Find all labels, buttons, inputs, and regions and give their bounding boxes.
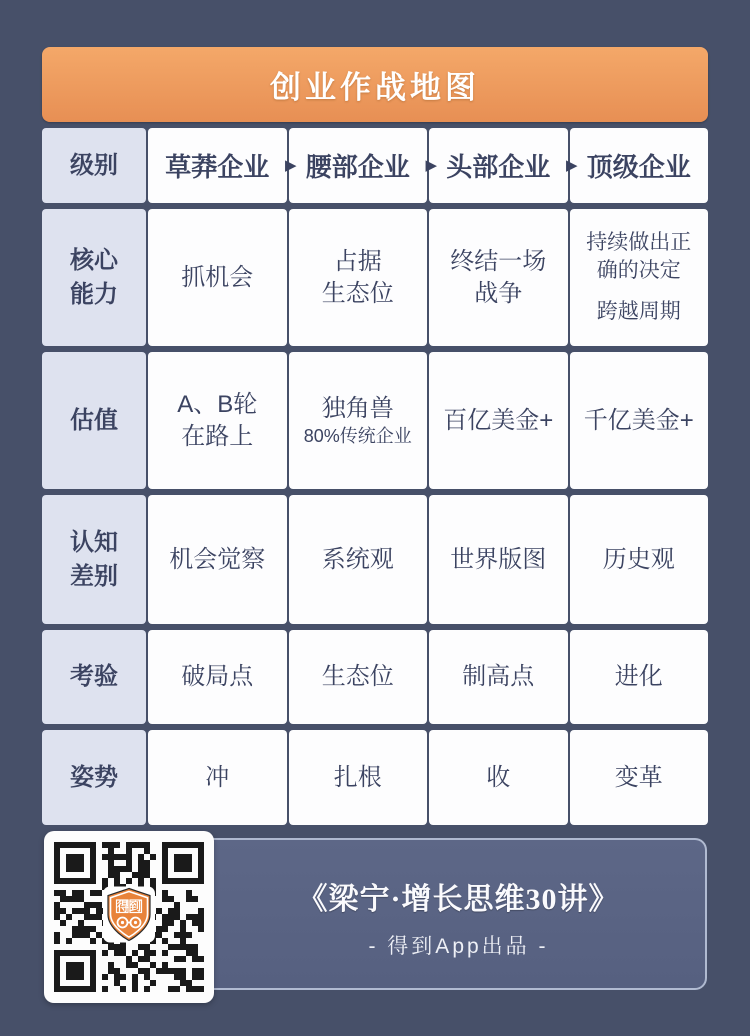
battle-map-card [42, 47, 708, 825]
row-label-1: 估值 [42, 352, 146, 489]
cell-line: 80%传统企业 [303, 425, 412, 446]
cell-line: 千亿美金+ [583, 406, 694, 434]
header-col-label: 头部企业 [446, 152, 551, 182]
cell-line: 持续做出正确的决定 [586, 230, 692, 283]
cell-line: 抓机会 [181, 263, 254, 291]
producer-credit: - 得到App出品 - [368, 935, 549, 958]
title-banner [42, 47, 708, 122]
cell-r0-c0 [148, 209, 287, 346]
cell-r2-c0 [148, 495, 287, 624]
page-title: 创业作战地图 [270, 70, 480, 105]
cell-line: 占据 [333, 247, 382, 275]
cell-r3-c2 [429, 630, 568, 724]
cell-line: 生态位 [321, 663, 394, 691]
cell-r1-c0 [148, 352, 287, 489]
cell-line: 破局点 [181, 663, 254, 691]
cell-line: A、B轮 [177, 390, 258, 418]
arrow-right-icon: ▶ [284, 156, 297, 174]
cell-r1-c3 [570, 352, 709, 489]
cell-line: 世界版图 [450, 545, 547, 573]
cell-r1-c2 [429, 352, 568, 489]
header-col-3 [570, 128, 709, 203]
cell-line: 百亿美金+ [443, 406, 554, 434]
row-label-2: 认知差别 [42, 495, 146, 624]
cell-r4-c0 [148, 730, 287, 825]
cell-line: 终结一场 [450, 247, 547, 275]
header-col-1 [289, 128, 437, 203]
qr-code [44, 831, 214, 1003]
cell-r0-c1 [289, 209, 428, 346]
cell-line: 在路上 [181, 422, 254, 450]
cell-line: 跨越周期 [596, 299, 681, 323]
cell-line: 进化 [614, 663, 663, 691]
battle-map-table [42, 128, 708, 825]
arrow-right-icon: ▶ [565, 156, 578, 174]
header-col-label: 腰部企业 [305, 152, 410, 182]
cell-line: 制高点 [462, 663, 535, 691]
cell-r3-c1 [289, 630, 428, 724]
cell-r4-c3 [570, 730, 709, 825]
dedao-shield-icon [103, 886, 155, 944]
row-label-3: 考验 [42, 630, 146, 724]
dedao-logo [103, 886, 155, 949]
row-label-0: 核心能力 [42, 209, 146, 346]
cell-r3-c3 [570, 630, 709, 724]
cell-r1-c1 [289, 352, 428, 489]
cell-r4-c1 [289, 730, 428, 825]
cell-line: 机会觉察 [169, 545, 266, 573]
header-col-0 [148, 128, 297, 203]
cell-line: 收 [486, 763, 511, 791]
cell-r2-c1 [289, 495, 428, 624]
cell-r4-c2 [429, 730, 568, 825]
cell-line: 历史观 [602, 545, 675, 573]
book-title: 《梁宁·增长思维30讲》 [297, 883, 620, 916]
cell-line: 系统观 [321, 545, 394, 573]
cell-line: 独角兽 [321, 394, 394, 422]
cell-r2-c2 [429, 495, 568, 624]
cell-r2-c3 [570, 495, 709, 624]
row-label-4: 姿势 [42, 730, 146, 825]
header-col-2 [429, 128, 578, 203]
cell-line: 冲 [205, 763, 230, 791]
dedao-logo-text: 得到 [116, 899, 142, 914]
cell-line: 战争 [474, 279, 523, 307]
header-col-label: 草莽企业 [165, 152, 270, 182]
cell-r3-c0 [148, 630, 287, 724]
header-col-label: 顶级企业 [586, 152, 691, 182]
cell-r0-c2 [429, 209, 568, 346]
cell-line: 变革 [614, 763, 663, 791]
arrow-right-icon: ▶ [425, 156, 437, 174]
cell-line: 生态位 [321, 279, 394, 307]
cell-line: 扎根 [333, 763, 382, 791]
cell-r0-c3 [570, 209, 709, 346]
table-corner-level: 级别 [42, 128, 146, 203]
